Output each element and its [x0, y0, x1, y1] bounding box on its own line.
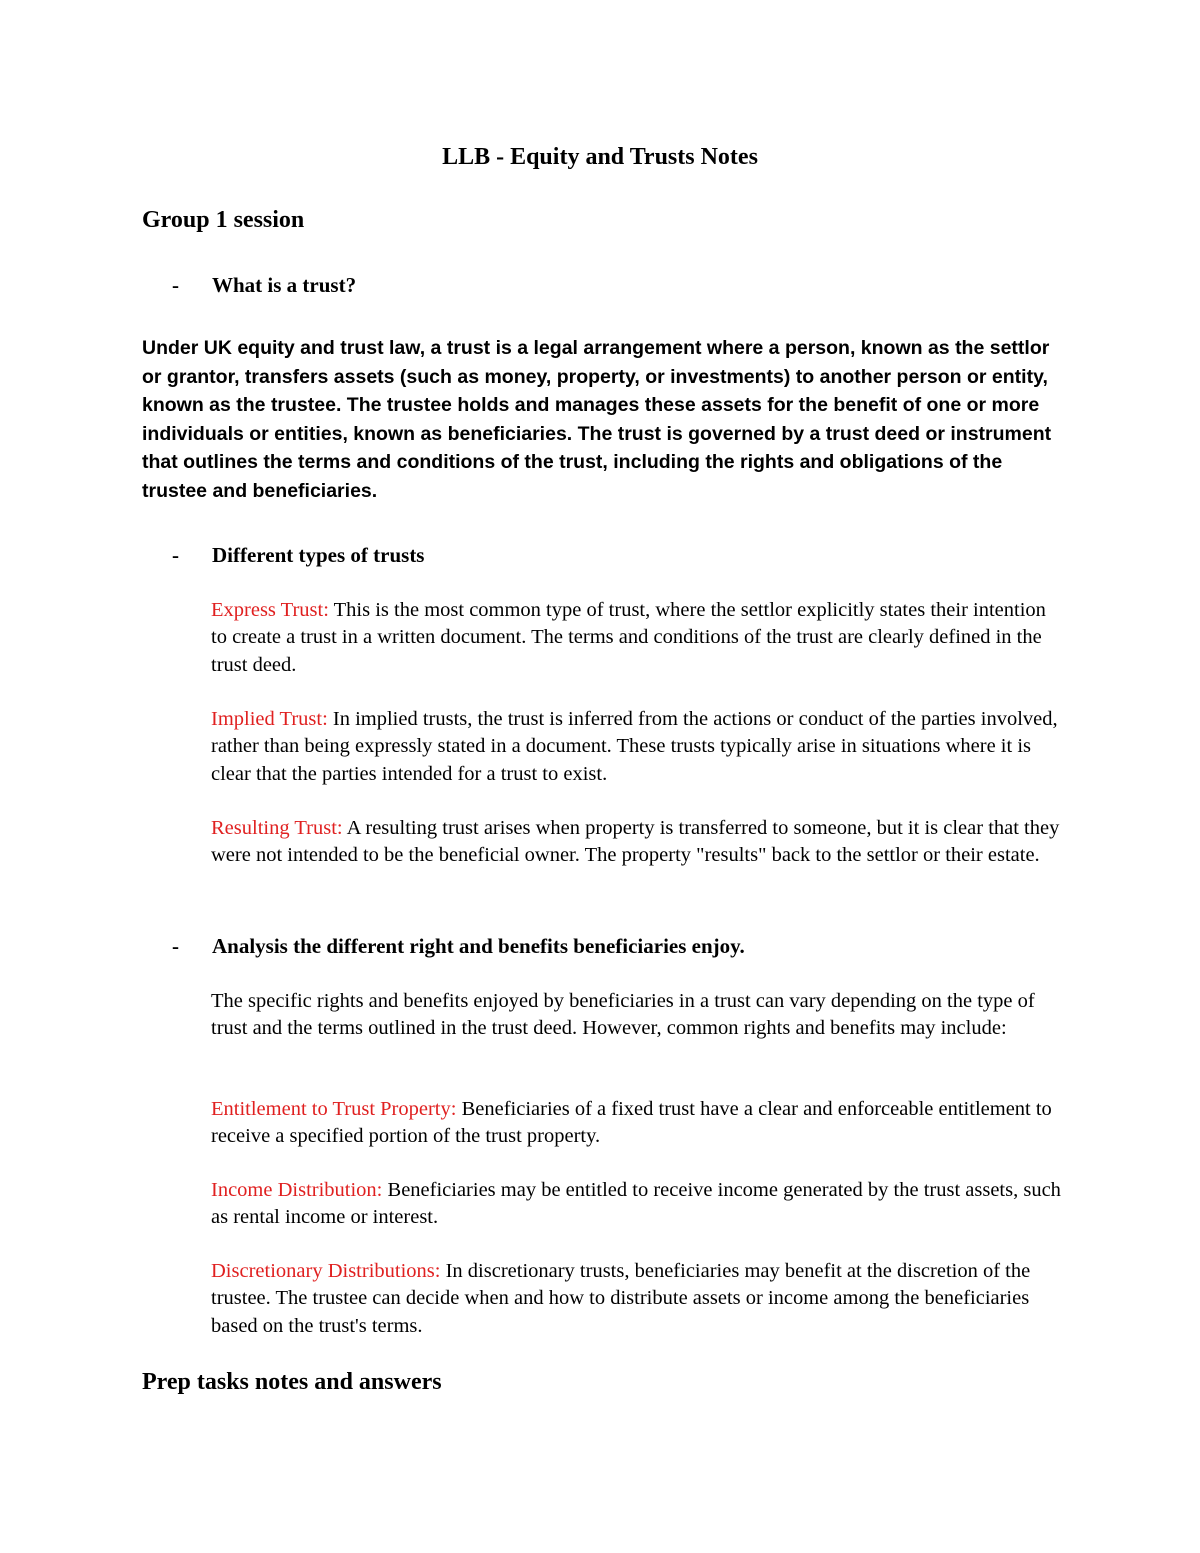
prep-tasks-heading: Prep tasks notes and answers [142, 1369, 442, 1395]
entry-term: Discretionary Distributions: [211, 1260, 441, 1282]
entry-term: Entitlement to Trust Property: [211, 1098, 457, 1120]
entry-text: Beneficiaries of a fixed trust have a clear and enforceable entitlement to receive a specified portion of the trust property. [211, 1098, 1052, 1148]
bullet-dash: - [172, 934, 179, 958]
entry-text: In discretionary trusts, beneficiaries may benefit at the discretion of the trustee. The trustee can decide when and how to distribute assets or income among the beneficiaries based on the trust's terms. [211, 1260, 1031, 1337]
entry-term: Express Trust: [211, 599, 329, 621]
entry-text: In implied trusts, the trust is inferred from the actions or conduct of the parties involved, rather than being expressly stated in a document. These trusts typically arise in situations where it is clear that the parties intended for a trust to exist. [211, 708, 1058, 785]
entitlement-entry [211, 1096, 1061, 1151]
entry-term: Income Distribution: [211, 1179, 383, 1201]
entry-text: This is the most common type of trust, where the settlor explicitly states their intention to create a trust in a written document. The terms and conditions of the trust are clearly defined in the trust deed. [211, 599, 1046, 676]
entry-term: Resulting Trust: [211, 817, 343, 839]
resulting-trust-entry [211, 815, 1061, 870]
document-title: LLB - Equity and Trusts Notes [442, 144, 758, 170]
bullet-dash: - [172, 273, 179, 297]
rights-intro-paragraph: The specific rights and benefits enjoyed by beneficiaries in a trust can vary depending on the type of trust and the terms outlined in the trust deed. However, common rights and benefits may include: [211, 990, 1035, 1040]
bullet-text: Different types of trusts [212, 543, 425, 567]
entry-text: Beneficiaries may be entitled to receive income generated by the trust assets, such as rental income or interest. [211, 1179, 1061, 1229]
implied-trust-entry [211, 706, 1061, 788]
bullet-types-of-trusts [172, 543, 424, 568]
bullet-beneficiary-rights [172, 934, 745, 959]
bullet-text: Analysis the different right and benefits beneficiaries enjoy. [212, 934, 745, 958]
bullet-text: What is a trust? [212, 273, 357, 297]
entry-term: Implied Trust: [211, 708, 328, 730]
bullet-dash: - [172, 543, 179, 567]
express-trust-entry [211, 597, 1061, 679]
discretionary-distributions-entry [211, 1258, 1061, 1340]
entry-text: A resulting trust arises when property is transferred to someone, but it is clear that they were not intended to be the beneficial owner. The property "results" back to the settlor or their estate. [211, 817, 1060, 867]
bullet-what-is-trust [172, 273, 356, 298]
income-distribution-entry [211, 1177, 1061, 1232]
trust-definition-paragraph: Under UK equity and trust law, a trust is a legal arrangement where a person, known as the settlor or grantor, transfers assets (such as money, property, or investments) to another person or entity, known as the trustee. The trustee holds and manages these assets for the benefit of one or more individuals or entities, known as beneficiaries. The trust is governed by a trust deed or instrument that outlines the terms and conditions of the trust, including the rights and obligations of the trustee and beneficiaries. [142, 337, 1052, 502]
group-heading: Group 1 session [142, 207, 305, 233]
